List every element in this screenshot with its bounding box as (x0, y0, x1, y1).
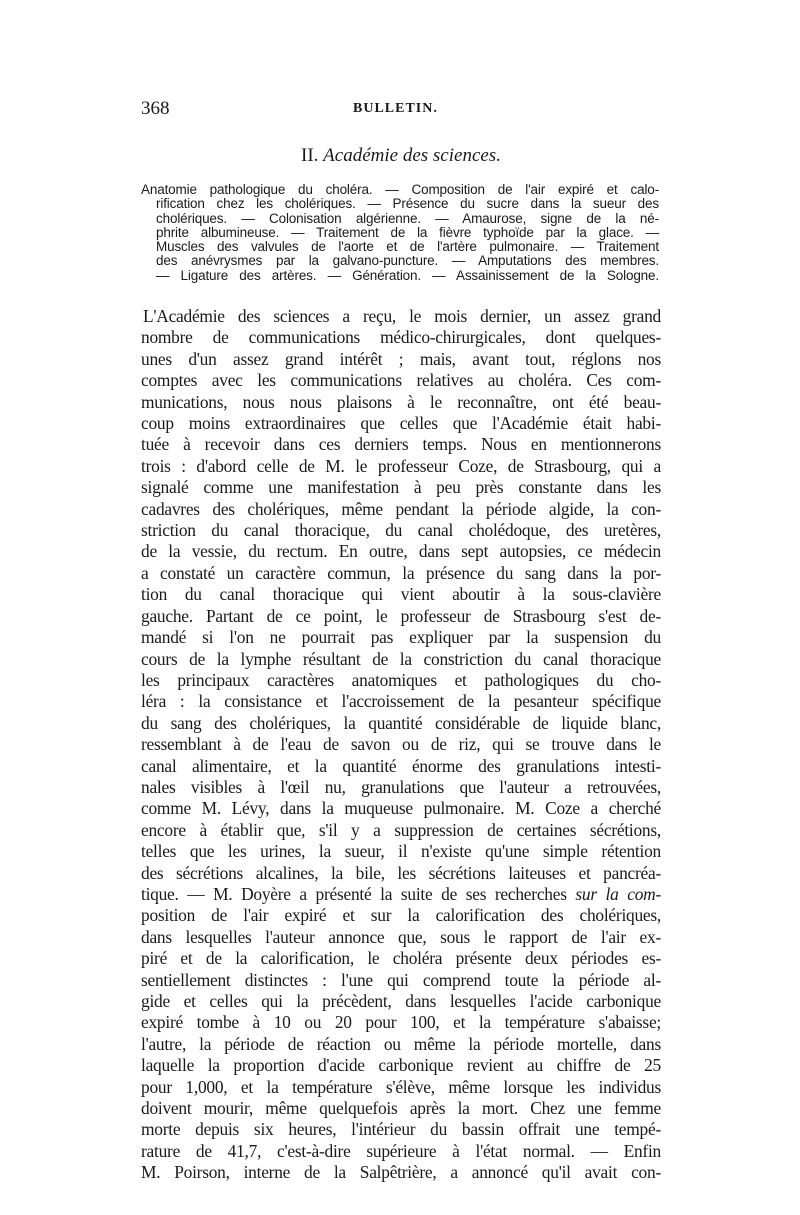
body-line: coup moins extraordinaires que celles que l'Académie était habi- (141, 413, 661, 434)
body-line: L'Académie des sciences a reçu, le mois dernier, un assez grand (143, 306, 661, 326)
body-line: comptes avec les communications relatives au choléra. Ces com- (141, 370, 661, 391)
body-line: canal alimentaire, et la quantité énorme des granulations intesti- (141, 755, 661, 776)
body-line: laquelle la proportion d'acide carbonique revient au chiffre de 25 (141, 1055, 661, 1076)
body-line: encore à établir que, s'il y a suppression de certaines sécrétions, (141, 819, 661, 840)
body-line: trois : d'abord celle de M. le professeur Coze, de Strasbourg, qui a (141, 455, 661, 476)
body-line: morte depuis six heures, l'intérieur du bassin offrait une tempé- (141, 1119, 661, 1140)
summary-line: Anatomie pathologique du choléra. — Composition de l'air expiré et calo- (141, 182, 659, 197)
body-line: gide et celles qui la précèdent, dans lesquelles l'acide carbonique (141, 991, 661, 1011)
body-line: tion du canal thoracique qui vient aboutir à la sous-clavière (141, 584, 661, 605)
summary-line: phrite albumineuse. — Traitement de la fièvre typhoïde par la glace. — (156, 224, 659, 240)
body-line: munications, nous nous plaisons à le reconnaître, ont été beau- (141, 391, 661, 412)
article-body (141, 306, 661, 1184)
body-line: striction du canal thoracique, du canal cholédoque, des uretères, (141, 520, 661, 541)
body-line: tuée à recevoir dans ces derniers temps. Nous en mentionnerons (141, 434, 661, 455)
body-line: léra : la consistance et l'accroissement de la pesanteur spécifique (141, 691, 661, 712)
summary-line: des anévrysmes par la galvano-puncture. — Amputations des membres. (156, 253, 659, 269)
summary-line: — Ligature des artères. — Génération. — Assainissement de la Sologne. (156, 267, 659, 283)
body-line: M. Poirson, interne de la Salpêtrière, a annoncé qu'il avait con- (141, 1162, 661, 1183)
body-line: telles que les urines, la sueur, il n'existe qu'une simple rétention (141, 841, 661, 862)
body-line: comme M. Lévy, dans la muqueuse pulmonaire. M. Coze a cherché (141, 798, 661, 819)
body-line: l'autre, la période de réaction ou même la période mortelle, dans (141, 1033, 661, 1054)
summary-line: Muscles des valvules de l'aorte et de l'artère pulmonaire. — Traitement (156, 239, 659, 255)
body-line: dans lesquelles l'auteur annonce que, sous le rapport de l'air ex- (141, 926, 661, 947)
body-line: unes d'un assez grand intérêt ; mais, avant tout, réglons nos (141, 348, 661, 369)
body-line: rature de 41,7, c'est-à-dire supérieure à l'état normal. — Enfin (141, 1140, 661, 1161)
running-head: BULLETIN. (353, 101, 438, 116)
page-header (141, 98, 661, 122)
body-line: cadavres des cholériques, même pendant la période algide, la con- (141, 498, 661, 519)
italic-title-fragment: sur la com- (575, 883, 661, 904)
body-line: piré et de la calorification, le choléra présente deux périodes es- (141, 948, 661, 969)
body-line: nombre de communications médico-chirurgicales, dont quelques- (141, 327, 661, 348)
body-line: les principaux caractères anatomiques et pathologiques du cho- (141, 669, 661, 690)
body-line: a constaté un caractère commun, la présence du sang dans la por- (141, 562, 661, 583)
body-line: cours de la lymphe résultant de la constriction du canal thoracique (141, 648, 661, 669)
body-line-text: tique. — M. Doyère a présenté la suite de ses recherches (141, 883, 576, 904)
section-numeral: II. (301, 145, 319, 166)
body-line-italic: position de l'air expiré et sur la calorification des cholériques, (141, 905, 661, 926)
body-line: du sang des cholériques, la quantité considérable de liquide blanc, (141, 712, 661, 733)
body-line: sentiellement distinctes : l'une qui comprend toute la période al- (141, 969, 661, 990)
summary-line: rification chez les cholériques. — Présence du sucre dans la sueur des (156, 196, 659, 212)
page-number: 368 (141, 98, 170, 119)
body-line: signalé comme une manifestation à peu près constante dans les (141, 477, 661, 498)
section-title-text: Académie des sciences. (323, 145, 501, 166)
section-title (141, 145, 661, 167)
summary-line: cholériques. — Colonisation algérienne. — Amaurose, signe de la né- (156, 210, 659, 226)
body-line: des sécrétions alcalines, la bile, les sécrétions laiteuses et pancréa- (141, 862, 661, 883)
body-line: doivent mourir, même quelquefois après la mort. Chez une femme (141, 1098, 661, 1119)
body-line: gauche. Partant de ce point, le professeur de Strasbourg s'est de- (141, 605, 661, 626)
body-line: de la vessie, du rectum. En outre, dans sept autopsies, ce médecin (141, 541, 661, 562)
body-line-with-italic (141, 884, 661, 905)
body-line: ressemblant à de l'eau de savon ou de riz, qui se trouve dans le (141, 734, 661, 755)
body-line: mandé si l'on ne pourrait pas expliquer par la suspension du (141, 627, 661, 648)
body-line: pour 1,000, et la température s'élève, même lorsque les individus (141, 1076, 661, 1097)
body-line: nales visibles à l'œil nu, granulations que l'auteur a retrouvées, (141, 776, 661, 797)
body-line: expiré tombe à 10 ou 20 pour 100, et la température s'abaisse; (141, 1012, 661, 1033)
section-summary (141, 183, 659, 283)
